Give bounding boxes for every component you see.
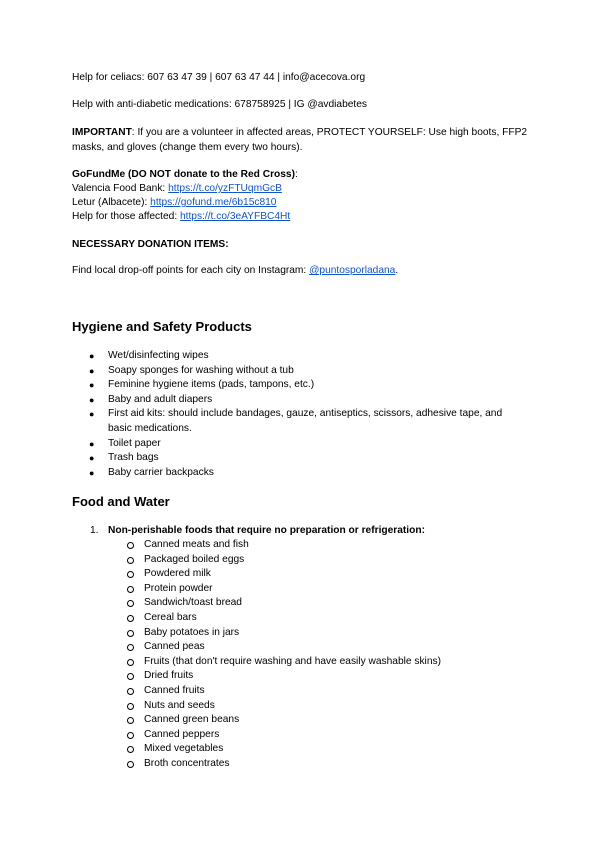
list-item-text: Canned peppers bbox=[144, 728, 220, 740]
list-item-text: Soapy sponges for washing without a tub bbox=[108, 364, 294, 376]
celiacs-help-line: Help for celiacs: 607 63 47 39 | 607 63 47 44 | info@acecova.org bbox=[72, 72, 366, 83]
food-items-list bbox=[144, 538, 544, 772]
bullet-icon: ● bbox=[89, 394, 95, 405]
list-item bbox=[144, 553, 544, 568]
circle-bullet-icon bbox=[127, 746, 134, 753]
bullet-icon: ● bbox=[89, 453, 95, 464]
list-item-text: Canned fruits bbox=[144, 684, 205, 696]
list-item bbox=[89, 393, 528, 408]
gofundme-item-label: Valencia Food Bank: bbox=[72, 183, 169, 194]
gofundme-item-label: Letur (Albacete): bbox=[72, 197, 151, 208]
list-item-text: Canned green beans bbox=[144, 714, 240, 726]
circle-bullet-icon bbox=[127, 703, 134, 710]
list-item bbox=[89, 437, 528, 452]
list-item-text: Toilet paper bbox=[108, 437, 161, 449]
list-item-text: Baby and adult diapers bbox=[108, 393, 213, 405]
gofundme-item bbox=[72, 182, 542, 197]
circle-bullet-icon bbox=[127, 615, 134, 622]
food-section-title: Food and Water bbox=[72, 494, 170, 509]
circle-bullet-icon bbox=[127, 688, 134, 695]
circle-bullet-icon bbox=[127, 586, 134, 593]
circle-bullet-icon bbox=[127, 542, 134, 549]
bullet-icon: ● bbox=[89, 380, 95, 391]
gofundme-item bbox=[72, 210, 542, 225]
bullet-icon: ● bbox=[89, 365, 95, 376]
list-item-text: Feminine hygiene items (pads, tampons, etc.) bbox=[108, 379, 315, 391]
dropoff-intro-end: . bbox=[395, 265, 399, 276]
list-item-text: Fruits (that don't require washing and have easily washable skins) bbox=[144, 655, 441, 667]
bullet-icon: ● bbox=[89, 438, 95, 449]
bullet-icon: ● bbox=[89, 351, 95, 361]
list-item bbox=[90, 524, 578, 539]
list-item-text: Broth concentrates bbox=[144, 757, 230, 769]
list-item bbox=[144, 640, 544, 655]
list-item bbox=[89, 378, 528, 393]
circle-bullet-icon bbox=[127, 732, 134, 739]
important-notice bbox=[72, 126, 542, 155]
list-item bbox=[144, 684, 544, 699]
list-item-text: Trash bags bbox=[108, 452, 159, 464]
list-item-text: Protein powder bbox=[144, 582, 213, 594]
list-item-text: Canned peas bbox=[144, 641, 205, 653]
circle-bullet-icon bbox=[127, 644, 134, 651]
circle-bullet-icon bbox=[127, 659, 134, 666]
gofundme-heading-suffix: : bbox=[295, 169, 298, 180]
important-label: IMPORTANT bbox=[72, 127, 132, 138]
list-item-text: Baby carrier backpacks bbox=[108, 466, 214, 478]
gofundme-heading bbox=[72, 168, 542, 183]
food-numbered-list bbox=[90, 524, 578, 539]
list-item bbox=[144, 699, 544, 714]
list-item bbox=[144, 742, 544, 757]
list-item-text: Baby potatoes in jars bbox=[144, 626, 240, 638]
list-item bbox=[144, 626, 544, 641]
list-item bbox=[144, 713, 544, 728]
circle-bullet-icon bbox=[127, 673, 134, 680]
list-item bbox=[144, 728, 544, 743]
gofundme-heading-text: GoFundMe (DO NOT donate to the Red Cross) bbox=[72, 169, 295, 180]
list-item-text: Dried fruits bbox=[144, 670, 194, 682]
circle-bullet-icon bbox=[127, 557, 134, 564]
list-item bbox=[144, 669, 544, 684]
gofundme-link[interactable]: https://t.co/yzFTUqmGcB bbox=[168, 183, 282, 194]
list-item-text: Cereal bars bbox=[144, 611, 197, 623]
gofundme-link[interactable]: https://t.co/3eAYFBC4Ht bbox=[179, 211, 291, 222]
donation-items-heading-text: NECESSARY DONATION ITEMS: bbox=[72, 239, 229, 250]
list-item bbox=[144, 611, 544, 626]
list-item-text: Canned meats and fish bbox=[144, 539, 249, 550]
circle-bullet-icon bbox=[127, 630, 134, 637]
list-item bbox=[144, 596, 544, 611]
important-text: : If you are a volunteer in affected areas, PROTECT YOURSELF: Use high boots, FFP2 masks, and gloves (change them every two hours). bbox=[72, 127, 528, 153]
list-item bbox=[89, 349, 528, 364]
list-number: 1. bbox=[90, 525, 99, 536]
list-item bbox=[89, 364, 528, 379]
list-item-text: Sandwich/toast bread bbox=[144, 597, 242, 609]
list-item bbox=[144, 757, 544, 772]
gofundme-item bbox=[72, 196, 542, 211]
circle-bullet-icon bbox=[127, 761, 134, 768]
list-item bbox=[144, 582, 544, 597]
food-category-label: Non-perishable foods that require no preparation or refrigeration: bbox=[108, 525, 425, 536]
bullet-icon: ● bbox=[89, 409, 95, 420]
bullet-icon: ● bbox=[89, 467, 95, 478]
circle-bullet-icon bbox=[127, 600, 134, 607]
list-item-text: Powdered milk bbox=[144, 568, 211, 580]
donation-items-heading bbox=[72, 238, 542, 253]
circle-bullet-icon bbox=[127, 717, 134, 724]
list-item-text: Packaged boiled eggs bbox=[144, 553, 245, 565]
list-item bbox=[144, 567, 544, 582]
dropoff-intro-text: Find local drop-off points for each city on Instagram: bbox=[72, 265, 310, 276]
list-item-text: First aid kits: should include bandages, gauze, antiseptics, scissors, adhesive tape, and basic medications. bbox=[108, 408, 503, 434]
gofundme-link[interactable]: https://gofund.me/6b15c810 bbox=[150, 197, 277, 208]
hygiene-list bbox=[89, 349, 528, 480]
gofundme-item-label: Help for those affected: bbox=[72, 211, 180, 222]
list-item bbox=[144, 655, 544, 670]
donation-dropoff-intro bbox=[72, 264, 542, 279]
diabetic-help-line: Help with anti-diabetic medications: 678758925 | IG @avdiabetes bbox=[72, 99, 368, 110]
list-item bbox=[89, 451, 528, 466]
circle-bullet-icon bbox=[127, 571, 134, 578]
list-item bbox=[144, 538, 544, 553]
list-item bbox=[89, 466, 528, 481]
list-item-text: Nuts and seeds bbox=[144, 699, 215, 711]
list-item-text: Wet/disinfecting wipes bbox=[108, 350, 209, 361]
hygiene-section-title: Hygiene and Safety Products bbox=[72, 319, 252, 334]
list-item-text: Mixed vegetables bbox=[144, 743, 224, 755]
list-item bbox=[89, 407, 528, 436]
instagram-link[interactable]: @puntosporladana bbox=[309, 265, 396, 276]
